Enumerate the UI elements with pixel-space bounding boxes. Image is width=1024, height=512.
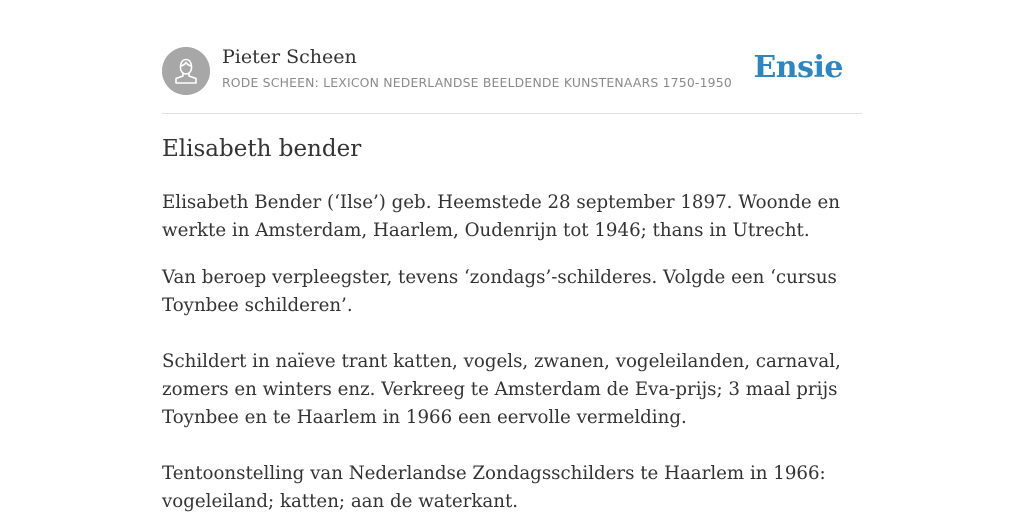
- paragraph: Schildert in naïeve trant katten, vogels, zwanen, vogeleilanden, carnaval, zomers en winters enz. Verkreeg te Amsterdam de Eva-prijs; 3 maal prijs Toynbee en te Haarlem in 1966 een eervolle vermelding.: [162, 351, 841, 428]
- paragraph: Tentoonstelling van Nederlandse Zondagsschilders te Haarlem in 1966: vogeleiland; katten; aan de waterkant.: [162, 463, 826, 512]
- user-avatar-icon[interactable]: [162, 47, 210, 95]
- page-container: [162, 0, 862, 512]
- author-name[interactable]: Pieter Scheen: [222, 46, 357, 68]
- paragraph: Van beroep verpleegster, tevens ‘zondags’-schilderes. Volgde een ‘cursus Toynbee schilderen’.: [162, 267, 837, 316]
- source-title[interactable]: RODE SCHEEN: LEXICON NEDERLANDSE BEELDENDE KUNSTENAARS 1750-1950: [222, 75, 732, 90]
- article-header: [162, 0, 862, 114]
- article-body: [162, 189, 862, 512]
- paragraph-spacer: [162, 320, 862, 348]
- paragraph-spacer: [162, 432, 862, 460]
- article-title: Elisabeth bender: [162, 136, 362, 162]
- ensie-logo[interactable]: Ensie: [753, 50, 843, 85]
- paragraph: Elisabeth Bender (‘Ilse’) geb. Heemstede 28 september 1897. Woonde en werkte in Amsterdam, Haarlem, Oudenrijn tot 1946; thans in Utrecht.: [162, 192, 840, 241]
